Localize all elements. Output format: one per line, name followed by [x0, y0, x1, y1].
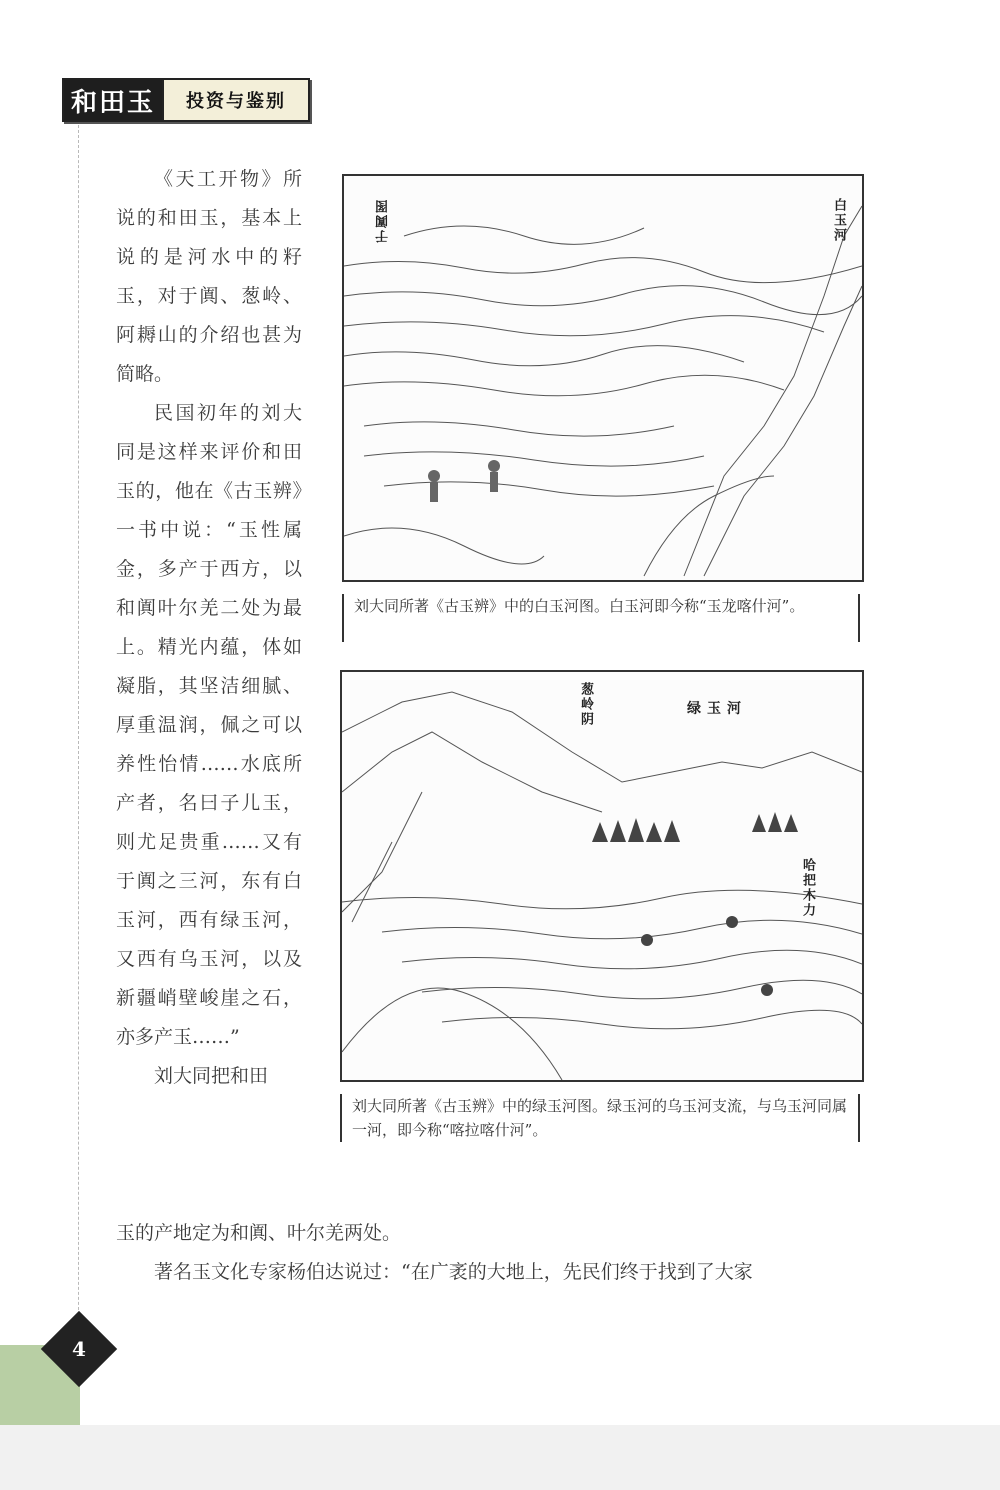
white-jade-river-label: 白玉河 [831, 198, 846, 243]
green-jade-river-label: 绿玉河 [687, 701, 747, 717]
figure2-caption: 刘大同所著《古玉辨》中的绿玉河图。绿玉河的乌玉河支流，与乌玉河同属一河，即今称“喀拉喀什河”。 [340, 1094, 860, 1142]
white-jade-river-drawing [344, 176, 862, 580]
bottom-band [0, 1425, 1000, 1490]
paragraph-1: 《天工开物》所说的和田玉，基本上说的是河水中的籽玉，对于阗、葱岭、阿耨山的介绍也甚为简略。 [116, 168, 302, 385]
figure1-caption: 刘大同所著《古玉辨》中的白玉河图。白玉河即今称“玉龙喀什河”。 [342, 594, 860, 642]
book-subtitle: 投资与鉴别 [162, 80, 308, 120]
paragraph-2: 民国初年的刘大同是这样来评价和田玉的，他在《古玉辨》一书中说：“玉性属金，多产于西方，以和阗叶尔羌二处为最上。精光内蕴，体如凝脂，其坚洁细腻、厚重温润，佩之可以养性怡情……水底所产者，名曰子儿玉，则尤足贵重……又有于阗之三河，东有白玉河，西有绿玉河，又西有乌玉河，以及新疆峭壁峻崖之石，亦多产玉……” [116, 402, 302, 1048]
spine-line [78, 120, 79, 1345]
green-jade-river-drawing [342, 672, 862, 1080]
white-jade-river-illustration [342, 174, 864, 582]
continuation-line: 玉的产地定为和阗、叶尔羌两处。 [116, 1222, 402, 1244]
page-number: 4 [72, 1337, 86, 1361]
yutian-map-label: 于阗图 [376, 198, 391, 243]
green-jade-river-illustration [340, 670, 864, 1082]
last-line: 著名玉文化专家杨伯达说过：“在广袤的大地上，先民们终于找到了大家 [154, 1261, 753, 1283]
left-text-column [116, 160, 302, 1096]
paragraph-3: 刘大同把和田 [154, 1065, 269, 1087]
mountain-label: 葱岭阴 [578, 682, 593, 727]
book-title: 和田玉 [64, 80, 162, 120]
river-side-label: 哈把木力 [800, 858, 815, 918]
book-header [62, 78, 310, 122]
